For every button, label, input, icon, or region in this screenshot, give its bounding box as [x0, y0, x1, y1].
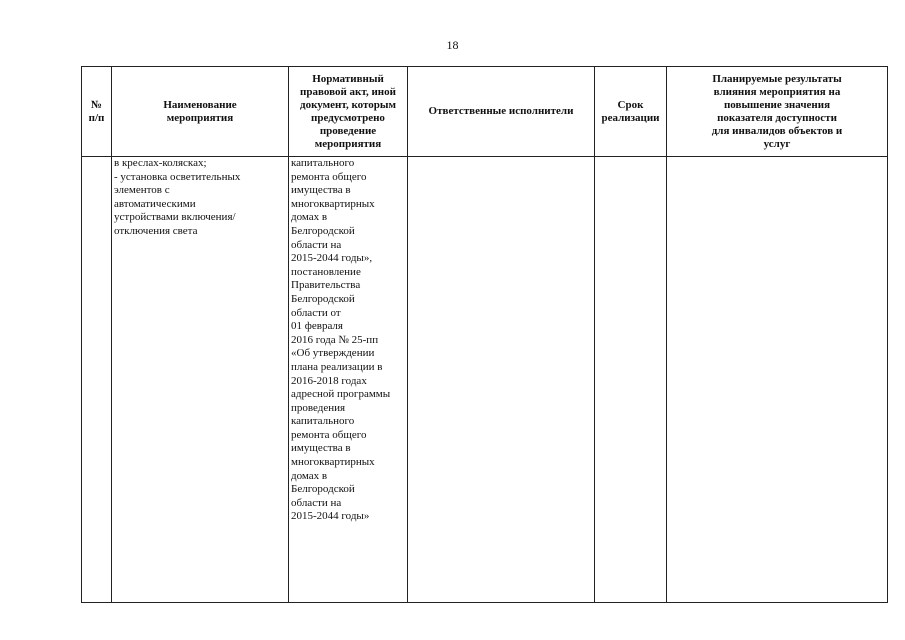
cell-number: [82, 157, 112, 603]
cell-executors: [408, 157, 595, 603]
header-legal-act: Нормативный правовой акт, иной документ, которым предусмотрено проведение мероприятия: [289, 67, 408, 157]
header-results: Планируемые результаты влияния мероприятия на повышение значения показателя доступности для инвалидов объектов и услуг: [667, 67, 888, 157]
header-event-name: Наименование мероприятия: [112, 67, 289, 157]
header-deadline: Срок реализации: [595, 67, 667, 157]
header-number: № п/п: [82, 67, 112, 157]
page-number: 18: [446, 38, 459, 52]
cell-legal-act: капитального ремонта общего имущества в многоквартирных домах в Белгородской области на 2015-2044 годы», постановление Правительства Белгородской области от 01 февраля 2016 года № 25-пп «Об утверждении плана реализации в 2016-2018 годах адресной программы проведения капитального ремонта общего имущества в многоквартирных домах в Белгородской области на 2015-2044 годы»: [289, 157, 408, 603]
cell-event-name: в креслах-колясках; - установка осветительных элементов с автоматическими устройствами включения/ отключения света: [112, 157, 289, 603]
table-header-row: [82, 67, 888, 157]
table-row: [82, 157, 888, 603]
measures-table: [81, 66, 888, 603]
cell-results: [667, 157, 888, 603]
header-executors: Ответственные исполнители: [408, 67, 595, 157]
cell-deadline: [595, 157, 667, 603]
